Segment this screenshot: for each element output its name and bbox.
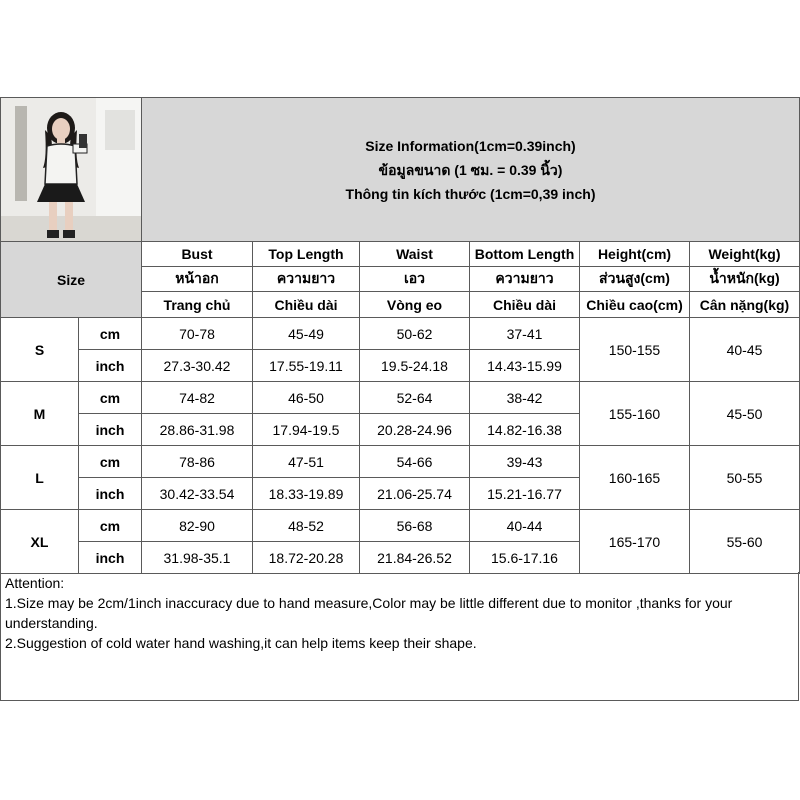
col-height-vi: Chiều cao(cm): [580, 292, 690, 318]
l-weight: 50-55: [690, 446, 800, 510]
col-bust-en: Bust: [142, 242, 253, 267]
col-top-length-vi: Chiều dài: [253, 292, 360, 318]
xl-bottom-length-cm: 40-44: [470, 510, 580, 542]
s-waist-inch: 19.5-24.18: [360, 350, 470, 382]
attention-notes: [0, 572, 799, 701]
unit-cm: cm: [79, 318, 142, 350]
m-bust-inch: 28.86-31.98: [142, 414, 253, 446]
s-bust-inch: 27.3-30.42: [142, 350, 253, 382]
l-bottom-length-inch: 15.21-16.77: [470, 478, 580, 510]
col-bottom-length-en: Bottom Length: [470, 242, 580, 267]
table-row-l-cm: [1, 446, 800, 478]
table-row-xl-cm: [1, 510, 800, 542]
size-m: M: [1, 382, 79, 446]
col-top-length-th: ความยาว: [253, 267, 360, 292]
col-bust-vi: Trang chủ: [142, 292, 253, 318]
attention-note-2: 2.Suggestion of cold water hand washing,it can help items keep their shape.: [5, 635, 477, 651]
m-bust-cm: 74-82: [142, 382, 253, 414]
size-table: [0, 97, 800, 574]
m-waist-inch: 20.28-24.96: [360, 414, 470, 446]
m-bottom-length-inch: 14.82-16.38: [470, 414, 580, 446]
table-row-m-cm: [1, 382, 800, 414]
s-bust-cm: 70-78: [142, 318, 253, 350]
size-l: L: [1, 446, 79, 510]
col-bust-th: หน้าอก: [142, 267, 253, 292]
unit-cm: cm: [79, 510, 142, 542]
model-photo-image: [1, 98, 141, 241]
size-s: S: [1, 318, 79, 382]
l-waist-cm: 54-66: [360, 446, 470, 478]
xl-bottom-length-inch: 15.6-17.16: [470, 542, 580, 574]
xl-bust-cm: 82-90: [142, 510, 253, 542]
unit-cm: cm: [79, 446, 142, 478]
xl-waist-cm: 56-68: [360, 510, 470, 542]
attention-note-1: 1.Size may be 2cm/1inch inaccuracy due to hand measure,Color may be little different due to monitor ,thanks for your understanding.: [5, 595, 733, 631]
col-height-en: Height(cm): [580, 242, 690, 267]
s-height: 150-155: [580, 318, 690, 382]
unit-cm: cm: [79, 382, 142, 414]
s-bottom-length-cm: 37-41: [470, 318, 580, 350]
column-header-row-en: [1, 242, 800, 267]
l-top-length-cm: 47-51: [253, 446, 360, 478]
m-bottom-length-cm: 38-42: [470, 382, 580, 414]
m-top-length-inch: 17.94-19.5: [253, 414, 360, 446]
unit-inch: inch: [79, 350, 142, 382]
m-top-length-cm: 46-50: [253, 382, 360, 414]
size-xl: XL: [1, 510, 79, 574]
s-top-length-inch: 17.55-19.11: [253, 350, 360, 382]
title-vietnamese: Thông tin kích thước (1cm=0,39 inch): [345, 185, 596, 202]
l-top-length-inch: 18.33-19.89: [253, 478, 360, 510]
xl-waist-inch: 21.84-26.52: [360, 542, 470, 574]
unit-inch: inch: [79, 414, 142, 446]
xl-top-length-cm: 48-52: [253, 510, 360, 542]
col-waist-vi: Vòng eo: [360, 292, 470, 318]
s-weight: 40-45: [690, 318, 800, 382]
attention-heading: Attention:: [5, 575, 65, 591]
col-height-th: ส่วนสูง(cm): [580, 267, 690, 292]
m-weight: 45-50: [690, 382, 800, 446]
l-bust-cm: 78-86: [142, 446, 253, 478]
col-waist-th: เอว: [360, 267, 470, 292]
table-row-s-cm: [1, 318, 800, 350]
unit-inch: inch: [79, 478, 142, 510]
xl-height: 165-170: [580, 510, 690, 574]
size-label: Size: [1, 242, 142, 318]
col-bottom-length-vi: Chiều dài: [470, 292, 580, 318]
header-row: [1, 98, 800, 242]
s-waist-cm: 50-62: [360, 318, 470, 350]
col-weight-vi: Cân nặng(kg): [690, 292, 800, 318]
col-top-length-en: Top Length: [253, 242, 360, 267]
title-thai: ข้อมูลขนาด (1 ซม. = 0.39 นิ้ว): [378, 161, 563, 178]
l-height: 160-165: [580, 446, 690, 510]
l-waist-inch: 21.06-25.74: [360, 478, 470, 510]
product-photo: [1, 98, 142, 242]
col-waist-en: Waist: [360, 242, 470, 267]
l-bust-inch: 30.42-33.54: [142, 478, 253, 510]
s-top-length-cm: 45-49: [253, 318, 360, 350]
title-english: Size Information(1cm=0.39inch): [365, 137, 576, 154]
s-bottom-length-inch: 14.43-15.99: [470, 350, 580, 382]
col-weight-th: น้ำหนัก(kg): [690, 267, 800, 292]
xl-top-length-inch: 18.72-20.28: [253, 542, 360, 574]
size-information-header: [142, 98, 800, 242]
xl-bust-inch: 31.98-35.1: [142, 542, 253, 574]
xl-weight: 55-60: [690, 510, 800, 574]
col-bottom-length-th: ความยาว: [470, 267, 580, 292]
m-height: 155-160: [580, 382, 690, 446]
m-waist-cm: 52-64: [360, 382, 470, 414]
l-bottom-length-cm: 39-43: [470, 446, 580, 478]
col-weight-en: Weight(kg): [690, 242, 800, 267]
unit-inch: inch: [79, 542, 142, 574]
